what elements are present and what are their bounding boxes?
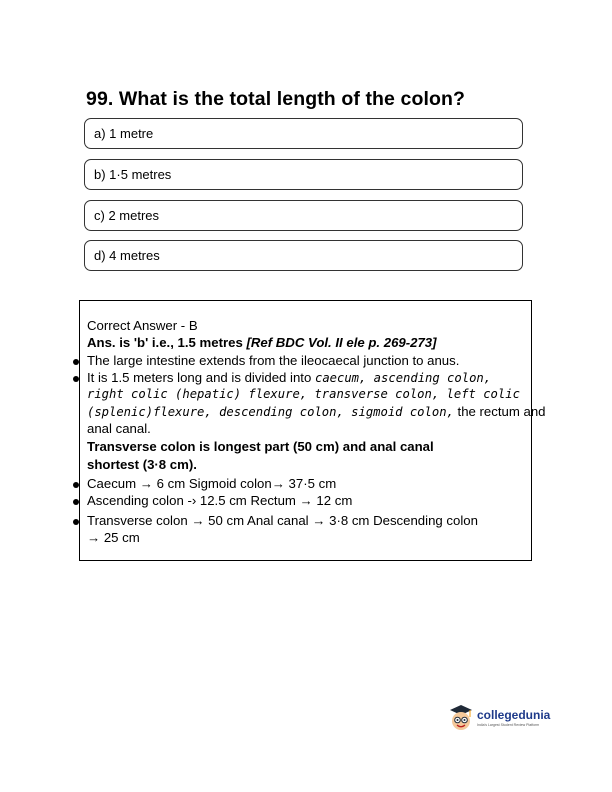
explanation-line-2	[87, 369, 491, 387]
answer-explanation	[87, 334, 437, 351]
explanation-line-5: anal canal.	[87, 421, 151, 436]
explanation-line-4	[87, 403, 546, 421]
option-a[interactable]: a) 1 metre	[84, 118, 523, 149]
explanation-line-9: Ascending colon -› 12.5 cm Rectum → 12 cm	[87, 493, 353, 508]
mascot-icon	[448, 704, 474, 734]
explanation-line-1: The large intestine extends from the ileocaecal junction to anus.	[87, 353, 460, 368]
colon-parts-text: (splenic)flexure, descending colon, sigmoid colon,	[87, 405, 454, 419]
option-d[interactable]: d) 4 metres	[84, 240, 523, 271]
explanation-line-3: right colic (hepatic) flexure, transverse colon, left colic	[87, 387, 520, 401]
option-b[interactable]: b) 1·5 metres	[84, 159, 523, 190]
bullet-icon	[73, 376, 79, 382]
answer-prefix: Ans. is 'b' i.e., 1.5 metres	[87, 335, 247, 350]
bullet-icon	[73, 359, 79, 365]
bullet-icon	[73, 499, 79, 505]
explanation-text: It is 1.5 meters long and is divided into	[87, 370, 315, 385]
bullet-icon	[73, 482, 79, 488]
question-title: 99. What is the total length of the colon?	[86, 88, 466, 110]
logo-name: collegedunia	[477, 708, 551, 722]
answer-reference: [Ref BDC Vol. II ele p. 269-273]	[246, 335, 437, 350]
logo-tagline: India's Largest Student Review Platform	[477, 723, 540, 727]
explanation-line-6: Transverse colon is longest part (50 cm) and anal canal	[87, 439, 434, 454]
option-c[interactable]: c) 2 metres	[84, 200, 523, 231]
explanation-line-11: → 25 cm	[87, 530, 140, 545]
colon-parts-text: caecum, ascending colon,	[314, 371, 492, 385]
explanation-line-7: shortest (3·8 cm).	[87, 457, 197, 472]
explanation-line-8: Caecum → 6 cm Sigmoid colon→ 37·5 cm	[87, 476, 337, 491]
collegedunia-logo	[448, 702, 551, 738]
explanation-line-10: Transverse colon → 50 cm Anal canal → 3·8 cm Descending colon	[87, 513, 478, 528]
bullet-icon	[73, 519, 79, 525]
correct-answer: Correct Answer - B	[87, 318, 198, 333]
explanation-text: the rectum and	[453, 404, 546, 419]
